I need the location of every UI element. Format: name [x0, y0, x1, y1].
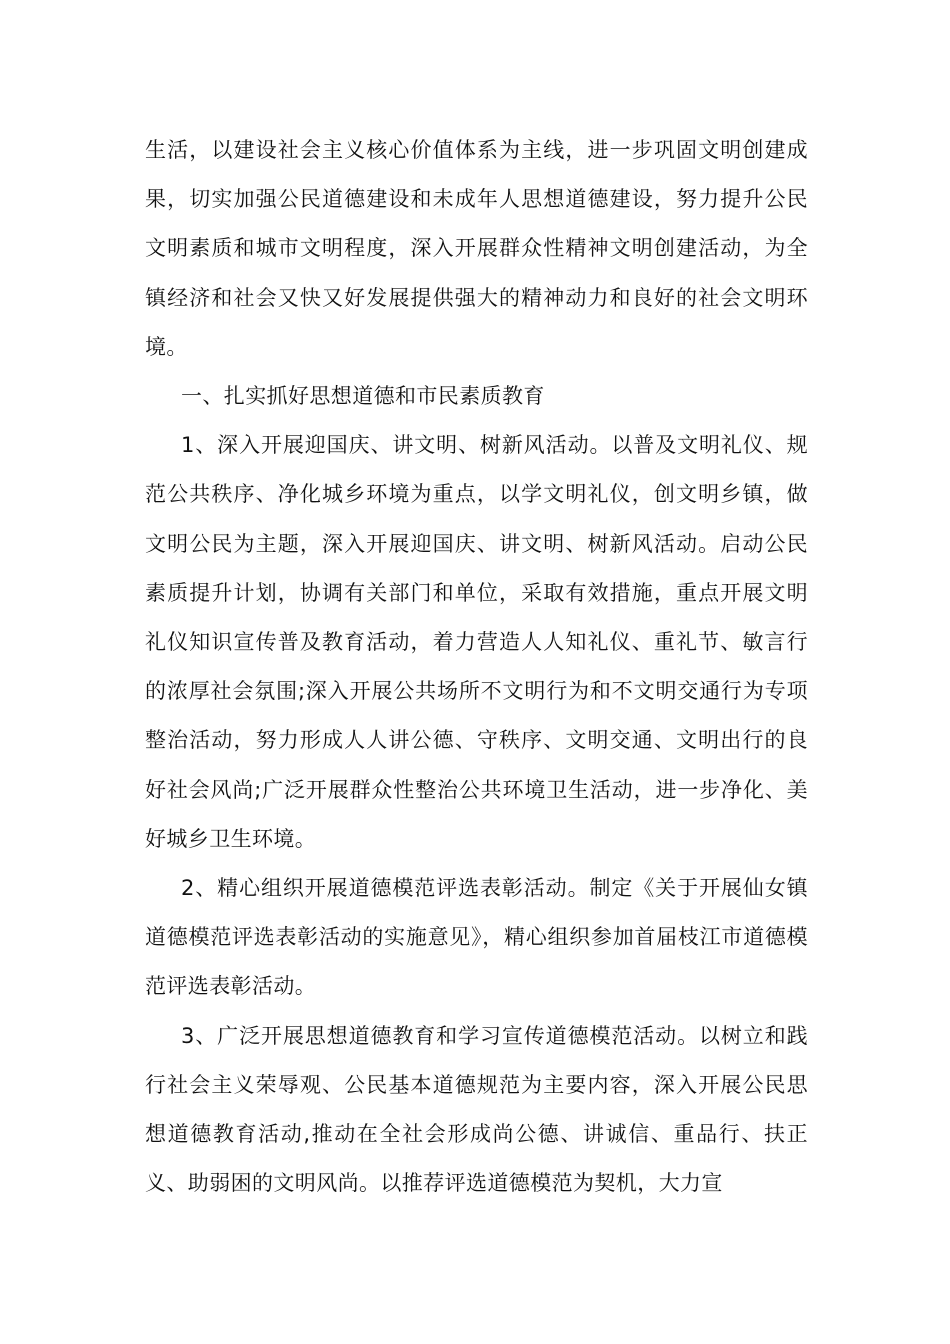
paragraph-continuation: 生活，以建设社会主义核心价值体系为主线，进一步巩固文明创建成果，切实加强公民道德建设和未成年人思想道德建设，努力提升公民文明素质和城市文明程度，深入开展群众性精神文明创建活动，为全镇经济和社会又快又好发展提供强大的精神动力和良好的社会文明环境。	[145, 138, 808, 359]
paragraph-item-3: 3、广泛开展思想道德教育和学习宣传道德模范活动。以树立和践行社会主义荣辱观、公民基本道德规范为主要内容，深入开展公民思想道德教育活动,推动在全社会形成尚公德、讲诚信、重品行、扶正义、助弱困的文明风尚。以推荐评选道德模范为契机，大力宣	[145, 1023, 808, 1196]
paragraph-item-1: 1、深入开展迎国庆、讲文明、树新风活动。以普及文明礼仪、规范公共秩序、净化城乡环境为重点，以学文明礼仪，创文明乡镇，做文明公民为主题，深入开展迎国庆、讲文明、树新风活动。启动公民素质提升计划，协调有关部门和单位，采取有效措施，重点开展文明礼仪知识宣传普及教育活动，着力营造人人知礼仪、重礼节、敏言行的浓厚社会氛围;深入开展公共场所不文明行为和不文明交通行为专项整治活动，努力形成人人讲公德、守秩序、文明交通、文明出行的良好社会风尚;广泛开展群众性整治公共环境卫生活动，进一步净化、美好城乡卫生环境。	[145, 433, 808, 851]
section-heading: 一、扎实抓好思想道德和市民素质教育	[181, 384, 545, 409]
paragraph-item-2: 2、精心组织开展道德模范评选表彰活动。制定《关于开展仙女镇道德模范评选表彰活动的实施意见》，精心组织参加首届枝江市道德模范评选表彰活动。	[145, 876, 808, 999]
document-body	[145, 126, 808, 1208]
